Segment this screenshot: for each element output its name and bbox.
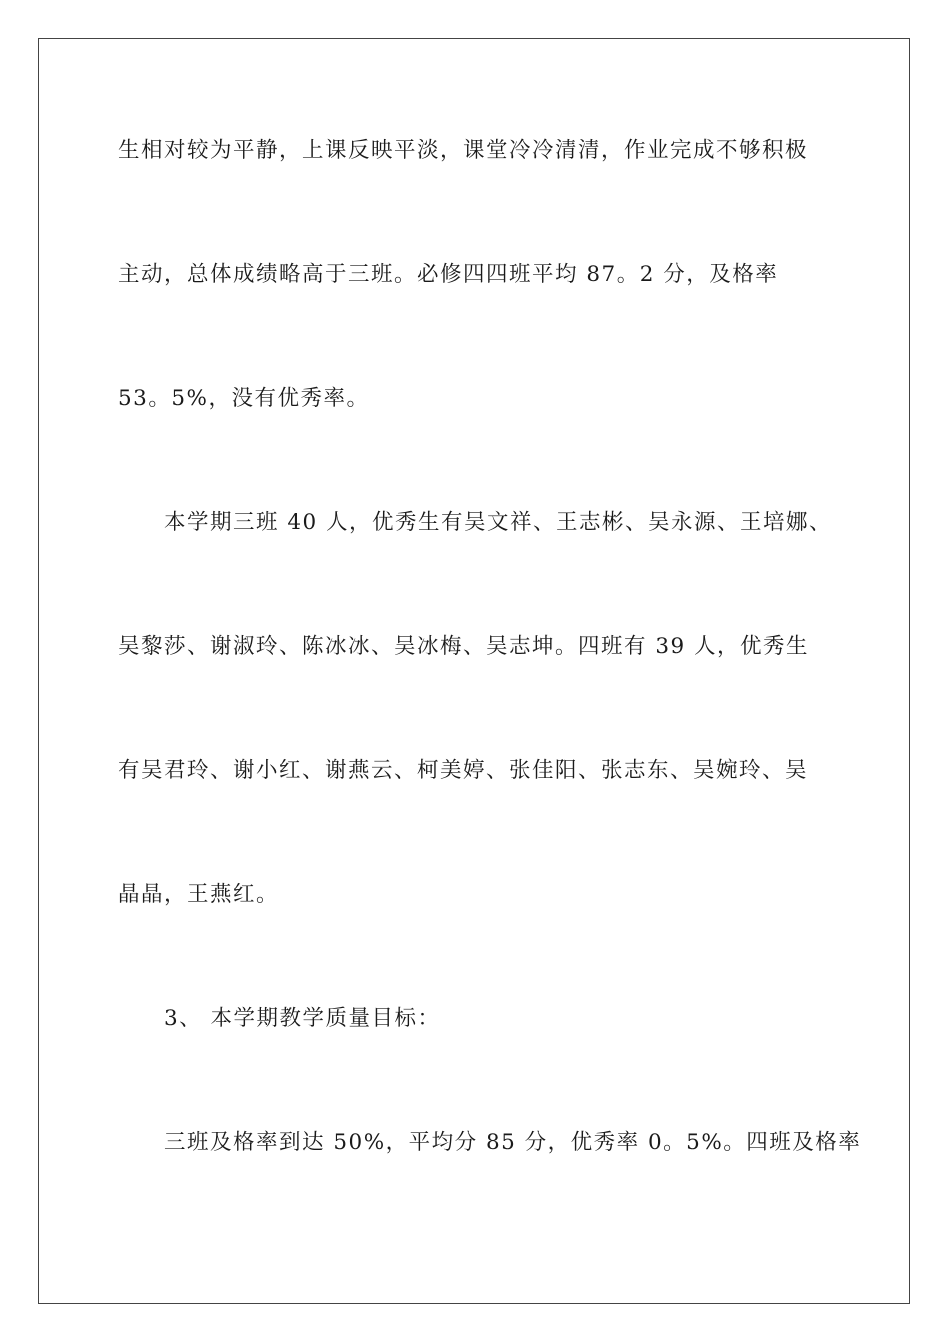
section-heading: 3、 本学期教学质量目标： (164, 1006, 441, 1031)
paragraph-line-9: 三班及格率到达 50%，平均分 85 分，优秀率 0。5%。四班及格率 (164, 1130, 862, 1155)
paragraph-line-3: 53。5%，没有优秀率。 (118, 386, 370, 411)
paragraph-line-6: 有吴君玲、谢小红、谢燕云、柯美婷、张佳阳、张志东、吴婉玲、吴 (118, 758, 809, 783)
page-border (38, 38, 910, 1304)
paragraph-line-5: 吴黎莎、谢淑玲、陈冰冰、吴冰梅、吴志坤。四班有 39 人，优秀生 (118, 634, 810, 659)
paragraph-line-7: 晶晶，王燕红。 (118, 882, 280, 907)
paragraph-line-1: 生相对较为平静，上课反映平淡，课堂冷冷清清，作业完成不够积极 (118, 138, 809, 163)
paragraph-line-2: 主动，总体成绩略高于三班。必修四四班平均 87。2 分，及格率 (118, 262, 779, 287)
paragraph-line-4: 本学期三班 40 人，优秀生有吴文祥、王志彬、吴永源、王培娜、 (164, 510, 833, 535)
